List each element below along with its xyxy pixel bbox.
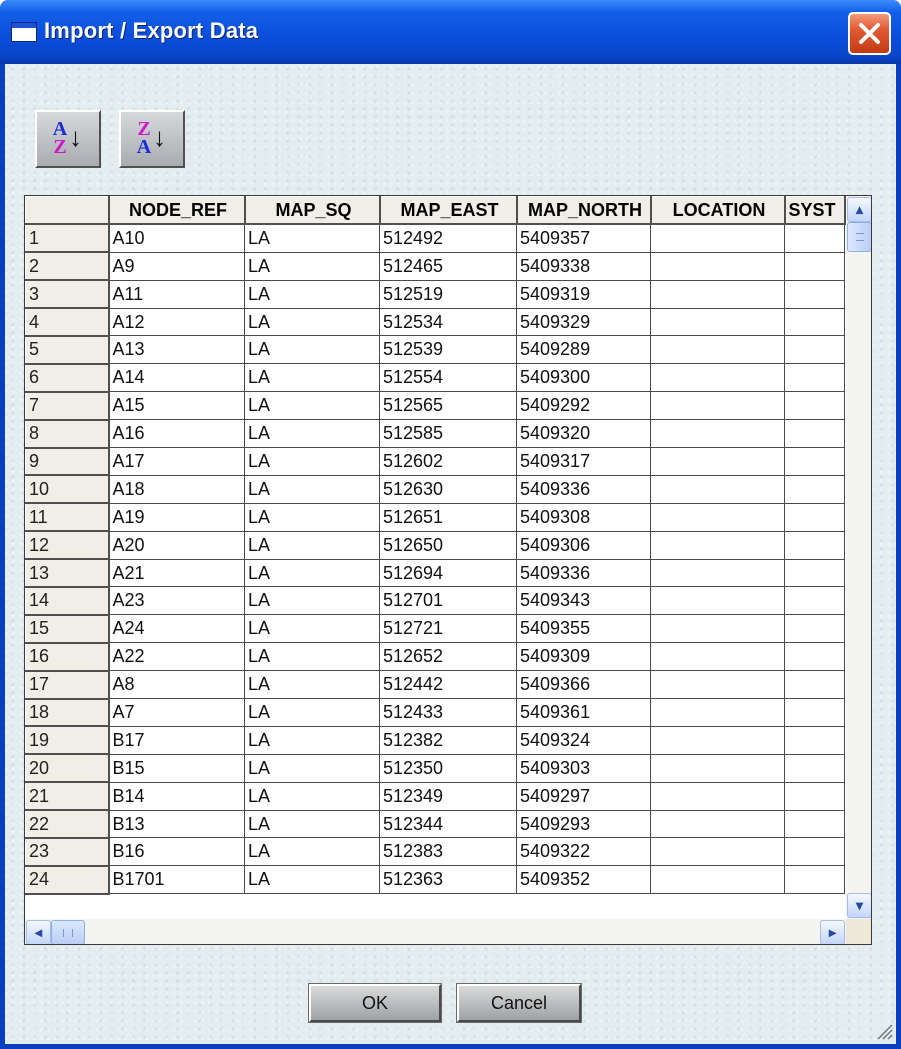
table-cell[interactable]: 5409329 (517, 308, 651, 336)
row-number[interactable]: 10 (26, 475, 109, 503)
table-row[interactable] (26, 364, 845, 392)
down-arrow-icon: ↓ (153, 122, 166, 152)
table-cell[interactable]: 512492 (380, 224, 517, 252)
row-number[interactable]: 6 (26, 364, 109, 392)
table-cell[interactable]: LA (245, 754, 380, 782)
table-cell[interactable] (651, 392, 785, 420)
table-cell[interactable]: 512363 (380, 866, 517, 894)
table-row[interactable] (26, 782, 845, 810)
close-button[interactable] (848, 12, 891, 55)
table-cell[interactable] (785, 364, 845, 392)
column-header-map-east[interactable]: MAP_EAST (380, 197, 517, 225)
table-cell[interactable]: 5409303 (517, 754, 651, 782)
table-cell[interactable] (785, 475, 845, 503)
table-cell[interactable]: 512350 (380, 754, 517, 782)
row-number[interactable]: 4 (26, 308, 109, 336)
table-cell[interactable] (785, 866, 845, 894)
vertical-scroll-thumb[interactable] (847, 222, 872, 252)
table-cell[interactable] (785, 420, 845, 448)
table-cell[interactable]: LA (245, 448, 380, 476)
table-cell[interactable]: LA (245, 615, 380, 643)
table-row[interactable] (26, 754, 845, 782)
table-cell[interactable] (785, 587, 845, 615)
table-cell[interactable] (785, 280, 845, 308)
table-cell[interactable]: LA (245, 308, 380, 336)
table-cell[interactable] (651, 810, 785, 838)
row-number[interactable]: 21 (26, 782, 109, 810)
table-cell[interactable]: LA (245, 643, 380, 671)
ok-button[interactable]: OK (309, 984, 441, 1022)
table-cell[interactable] (785, 838, 845, 866)
table-row[interactable] (26, 280, 845, 308)
table-cell[interactable]: A11 (109, 280, 245, 308)
table-row[interactable] (26, 448, 845, 476)
window-icon (11, 22, 37, 42)
table-cell[interactable]: LA (245, 420, 380, 448)
table-cell[interactable]: B15 (109, 754, 245, 782)
table-cell[interactable]: 5409293 (517, 810, 651, 838)
table-cell[interactable] (785, 336, 845, 364)
table-cell[interactable]: 512630 (380, 475, 517, 503)
table-cell[interactable]: A24 (109, 615, 245, 643)
table-cell[interactable] (651, 615, 785, 643)
table-cell[interactable]: 5409324 (517, 726, 651, 754)
table-cell[interactable] (651, 252, 785, 280)
table-cell[interactable]: LA (245, 252, 380, 280)
table-cell[interactable]: A20 (109, 531, 245, 559)
table-cell[interactable] (785, 671, 845, 699)
table-cell[interactable] (651, 782, 785, 810)
window-title: Import / Export Data (44, 18, 259, 43)
vertical-scrollbar[interactable] (846, 196, 872, 919)
table-cell[interactable] (651, 336, 785, 364)
table-cell[interactable] (785, 782, 845, 810)
table-cell[interactable]: LA (245, 224, 380, 252)
table-row[interactable] (26, 615, 845, 643)
row-number[interactable]: 9 (26, 448, 109, 476)
table-cell[interactable]: 5409361 (517, 699, 651, 727)
table-cell[interactable] (651, 308, 785, 336)
row-number[interactable]: 23 (26, 838, 109, 866)
table-cell[interactable]: 512442 (380, 671, 517, 699)
table-cell[interactable]: 512721 (380, 615, 517, 643)
table-cell[interactable]: 512651 (380, 503, 517, 531)
table-cell[interactable] (651, 280, 785, 308)
table-cell[interactable]: 512652 (380, 643, 517, 671)
table-cell[interactable]: A21 (109, 559, 245, 587)
table-cell[interactable]: A23 (109, 587, 245, 615)
table-cell[interactable]: A16 (109, 420, 245, 448)
table-cell[interactable]: LA (245, 559, 380, 587)
table-row[interactable] (26, 420, 845, 448)
table-cell[interactable] (785, 224, 845, 252)
column-header-map-sq[interactable]: MAP_SQ (245, 197, 380, 225)
table-row[interactable] (26, 643, 845, 671)
table-cell[interactable]: 5409300 (517, 364, 651, 392)
sort-ascending-button[interactable] (35, 110, 101, 168)
table-cell[interactable]: A18 (109, 475, 245, 503)
data-grid[interactable] (24, 195, 872, 945)
table-cell[interactable] (785, 559, 845, 587)
table-cell[interactable]: LA (245, 671, 380, 699)
table-cell[interactable]: B16 (109, 838, 245, 866)
table-cell[interactable] (651, 699, 785, 727)
table-cell[interactable] (651, 531, 785, 559)
table-cell[interactable]: 512565 (380, 392, 517, 420)
table-cell[interactable] (785, 252, 845, 280)
table-cell[interactable]: 5409357 (517, 224, 651, 252)
table-row[interactable] (26, 308, 845, 336)
table-cell[interactable]: 5409336 (517, 559, 651, 587)
table-cell[interactable]: 512701 (380, 587, 517, 615)
table-cell[interactable]: LA (245, 726, 380, 754)
table-cell[interactable] (651, 448, 785, 476)
table-cell[interactable]: LA (245, 531, 380, 559)
row-number[interactable]: 12 (26, 531, 109, 559)
table-cell[interactable]: 5409338 (517, 252, 651, 280)
table-cell[interactable]: 512349 (380, 782, 517, 810)
table-cell[interactable] (785, 615, 845, 643)
table-cell[interactable]: LA (245, 810, 380, 838)
table-cell[interactable]: B1701 (109, 866, 245, 894)
table-cell[interactable]: A14 (109, 364, 245, 392)
table-cell[interactable] (651, 726, 785, 754)
table-row[interactable] (26, 838, 845, 866)
table-cell[interactable]: A8 (109, 671, 245, 699)
table-cell[interactable] (785, 448, 845, 476)
table-row[interactable] (26, 252, 845, 280)
table-cell[interactable] (651, 364, 785, 392)
row-number[interactable]: 7 (26, 392, 109, 420)
table-cell[interactable]: 512585 (380, 420, 517, 448)
scroll-left-icon[interactable]: ◂ (26, 920, 51, 945)
table-cell[interactable]: 512344 (380, 810, 517, 838)
table-cell[interactable]: LA (245, 280, 380, 308)
horizontal-scroll-thumb[interactable] (51, 920, 85, 945)
column-header-location[interactable]: LOCATION (651, 197, 785, 225)
table-row[interactable] (26, 671, 845, 699)
table-cell[interactable] (651, 587, 785, 615)
table-cell[interactable]: A17 (109, 448, 245, 476)
row-number[interactable]: 19 (26, 726, 109, 754)
scroll-down-icon[interactable]: ▾ (847, 893, 872, 918)
table-cell[interactable]: A22 (109, 643, 245, 671)
table-cell[interactable]: 512519 (380, 280, 517, 308)
row-number[interactable]: 17 (26, 671, 109, 699)
table-cell[interactable]: 5409292 (517, 392, 651, 420)
table-row[interactable] (26, 866, 845, 894)
table-cell[interactable]: 512465 (380, 252, 517, 280)
table-cell[interactable]: LA (245, 392, 380, 420)
table-cell[interactable] (785, 754, 845, 782)
table-cell[interactable]: 512539 (380, 336, 517, 364)
table-row[interactable] (26, 224, 845, 252)
row-number[interactable]: 24 (26, 866, 109, 894)
sort-descending-icon: Z A (136, 118, 152, 158)
table-cell[interactable]: LA (245, 475, 380, 503)
table-cell[interactable]: 5409336 (517, 475, 651, 503)
table-cell[interactable]: 5409320 (517, 420, 651, 448)
table-cell[interactable]: 512433 (380, 699, 517, 727)
row-number[interactable]: 3 (26, 280, 109, 308)
table-cell[interactable]: 5409366 (517, 671, 651, 699)
table-cell[interactable]: LA (245, 699, 380, 727)
row-number[interactable]: 15 (26, 615, 109, 643)
table-cell[interactable]: 512534 (380, 308, 517, 336)
row-number[interactable]: 20 (26, 754, 109, 782)
table-row[interactable] (26, 587, 845, 615)
table-cell[interactable]: 5409289 (517, 336, 651, 364)
table-cell[interactable]: 5409343 (517, 587, 651, 615)
table-cell[interactable]: 512602 (380, 448, 517, 476)
table-cell[interactable]: 512650 (380, 531, 517, 559)
header-row (26, 197, 845, 225)
table-cell[interactable]: 5409308 (517, 503, 651, 531)
table-cell[interactable]: A10 (109, 224, 245, 252)
table-row[interactable] (26, 810, 845, 838)
row-number[interactable]: 18 (26, 699, 109, 727)
table-cell[interactable]: 512554 (380, 364, 517, 392)
row-number[interactable]: 22 (26, 810, 109, 838)
table-cell[interactable] (651, 503, 785, 531)
table-cell[interactable]: 5409317 (517, 448, 651, 476)
table-cell[interactable] (651, 559, 785, 587)
table-cell[interactable] (651, 838, 785, 866)
table-cell[interactable]: B17 (109, 726, 245, 754)
table-cell[interactable]: 512694 (380, 559, 517, 587)
table-cell[interactable]: A19 (109, 503, 245, 531)
row-number[interactable]: 14 (26, 587, 109, 615)
table-cell[interactable]: 5409322 (517, 838, 651, 866)
table-cell[interactable]: 5409319 (517, 280, 651, 308)
table-cell[interactable] (785, 726, 845, 754)
column-header-node-ref[interactable]: NODE_REF (109, 197, 245, 225)
data-table (25, 196, 846, 895)
table-row[interactable] (26, 336, 845, 364)
table-cell[interactable]: A9 (109, 252, 245, 280)
table-cell[interactable]: LA (245, 503, 380, 531)
table-row[interactable] (26, 726, 845, 754)
title-bar[interactable] (0, 0, 901, 64)
corner-header[interactable] (26, 197, 109, 225)
table-cell[interactable] (785, 699, 845, 727)
row-number[interactable]: 13 (26, 559, 109, 587)
row-number[interactable]: 5 (26, 336, 109, 364)
table-cell[interactable] (651, 224, 785, 252)
resize-grip-icon[interactable] (875, 1022, 893, 1040)
scrollbar-corner (846, 919, 872, 945)
table-row[interactable] (26, 531, 845, 559)
dialog-body (5, 64, 896, 1044)
table-cell[interactable] (651, 420, 785, 448)
down-arrow-icon: ↓ (69, 122, 82, 152)
table-row[interactable] (26, 559, 845, 587)
table-cell[interactable] (785, 308, 845, 336)
table-cell[interactable]: LA (245, 587, 380, 615)
table-cell[interactable]: LA (245, 866, 380, 894)
cancel-button[interactable]: Cancel (457, 984, 581, 1022)
table-cell[interactable]: 5409352 (517, 866, 651, 894)
table-cell[interactable]: B14 (109, 782, 245, 810)
table-cell[interactable]: 5409355 (517, 615, 651, 643)
table-cell[interactable]: B13 (109, 810, 245, 838)
table-cell[interactable]: LA (245, 364, 380, 392)
column-header-syst[interactable]: SYST (785, 197, 845, 225)
table-cell[interactable]: A13 (109, 336, 245, 364)
table-cell[interactable]: LA (245, 782, 380, 810)
table-cell[interactable] (651, 754, 785, 782)
table-cell[interactable] (785, 503, 845, 531)
table-row[interactable] (26, 475, 845, 503)
table-cell[interactable]: 512382 (380, 726, 517, 754)
table-cell[interactable]: A15 (109, 392, 245, 420)
table-cell[interactable] (785, 392, 845, 420)
table-cell[interactable] (785, 531, 845, 559)
row-number[interactable]: 11 (26, 503, 109, 531)
row-number[interactable]: 8 (26, 420, 109, 448)
column-header-map-north[interactable]: MAP_NORTH (517, 197, 651, 225)
table-cell[interactable]: LA (245, 336, 380, 364)
table-cell[interactable] (651, 643, 785, 671)
table-cell[interactable]: 5409306 (517, 531, 651, 559)
table-cell[interactable] (651, 866, 785, 894)
row-number[interactable]: 2 (26, 252, 109, 280)
table-cell[interactable] (651, 671, 785, 699)
table-cell[interactable]: 512383 (380, 838, 517, 866)
table-row[interactable] (26, 503, 845, 531)
table-cell[interactable]: A12 (109, 308, 245, 336)
table-row[interactable] (26, 392, 845, 420)
table-cell[interactable] (785, 810, 845, 838)
row-number[interactable]: 1 (26, 224, 109, 252)
table-cell[interactable] (651, 475, 785, 503)
table-cell[interactable]: 5409297 (517, 782, 651, 810)
table-cell[interactable]: LA (245, 838, 380, 866)
close-icon (857, 21, 882, 46)
table-cell[interactable]: A7 (109, 699, 245, 727)
table-cell[interactable] (785, 643, 845, 671)
table-cell[interactable]: 5409309 (517, 643, 651, 671)
scroll-right-icon[interactable]: ▸ (820, 920, 845, 945)
scroll-up-icon[interactable]: ▴ (847, 197, 872, 222)
row-number[interactable]: 16 (26, 643, 109, 671)
sort-descending-button[interactable] (119, 110, 185, 168)
horizontal-scrollbar[interactable] (25, 919, 846, 945)
sort-ascending-icon: A Z (52, 118, 68, 158)
table-row[interactable] (26, 699, 845, 727)
